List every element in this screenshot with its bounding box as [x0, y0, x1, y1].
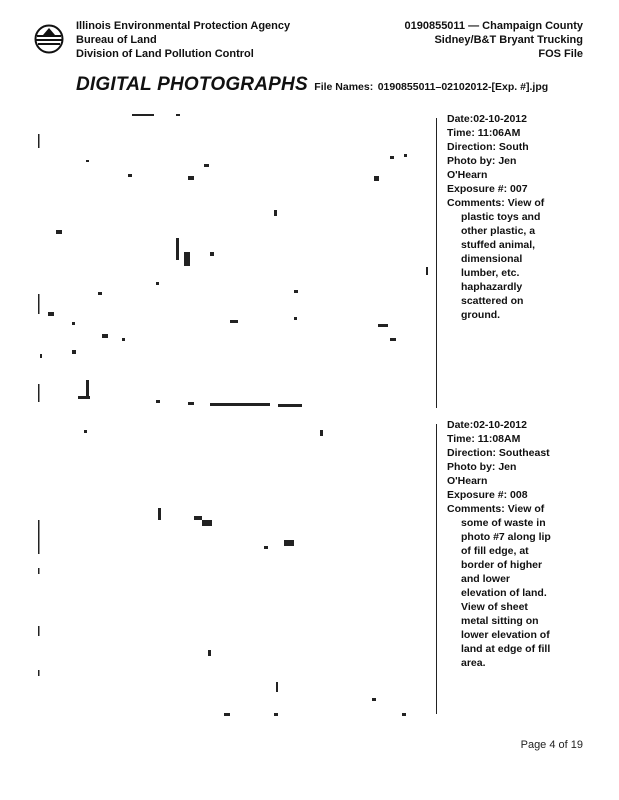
photo-direction: Direction: Southeast — [447, 447, 550, 459]
comments-first-words: View of — [507, 503, 545, 515]
comments-heading — [447, 502, 577, 516]
illinois-epa-logo-icon — [34, 24, 64, 54]
photo-exposure-008 — [38, 420, 436, 720]
comments-text: plastic toys and other plastic, a stuffed animal, dimensional lumber, etc. haphazardly scattered on ground. — [461, 211, 541, 321]
page-title: DIGITAL PHOTOGRAPHS — [76, 74, 308, 95]
photo-info-008 — [447, 418, 577, 670]
photo-direction: Direction: South — [447, 141, 529, 153]
photo-speckle-image — [38, 112, 436, 412]
comments-label: Comments: — [447, 503, 505, 515]
agency-block — [76, 19, 290, 61]
title-row — [76, 74, 596, 100]
comments-label: Comments: — [447, 197, 505, 209]
photo-by: Photo by: Jen — [447, 155, 517, 167]
agency-name: Illinois Environmental Protection Agency — [76, 20, 291, 32]
exposure-number: Exposure #: 007 — [447, 183, 528, 195]
photo-divider — [436, 424, 437, 714]
page-number: Page 4 of 19 — [520, 739, 583, 751]
photo-exposure-007 — [38, 112, 436, 412]
comments-heading — [447, 196, 577, 210]
photographer-name: O'Hearn — [447, 475, 488, 487]
photographer-name: O'Hearn — [447, 169, 488, 181]
photo-info-007 — [447, 112, 577, 322]
bureau-name: Bureau of Land — [76, 34, 157, 46]
comments-first-words: View of — [507, 197, 545, 209]
exposure-number: Exposure #: 008 — [447, 489, 528, 501]
photo-time: Time: 11:08AM — [447, 433, 521, 445]
site-block — [404, 19, 583, 61]
file-type: FOS File — [538, 48, 583, 60]
site-name: Sidney/B&T Bryant Trucking — [434, 34, 583, 46]
photo-divider — [436, 118, 437, 408]
photo-time: Time: 11:06AM — [447, 127, 521, 139]
photo-speckle-image — [38, 420, 436, 720]
site-id-county: 0190855011 — Champaign County — [404, 20, 583, 32]
comments-text: some of waste in photo #7 along lip of fill edge, at border of higher and lower elevation of land. View of sheet metal sitting on lower elevation of land at edge of fill area. — [461, 517, 551, 669]
document-header — [0, 0, 619, 70]
file-names-value: 0190855011–02102012-[Exp. #].jpg — [377, 81, 549, 93]
photo-by: Photo by: Jen — [447, 461, 517, 473]
division-name: Division of Land Pollution Control — [76, 48, 254, 60]
photo-date: Date:02-10-2012 — [447, 113, 527, 125]
photo-date: Date:02-10-2012 — [447, 419, 527, 431]
file-names-label: File Names: — [314, 81, 374, 93]
